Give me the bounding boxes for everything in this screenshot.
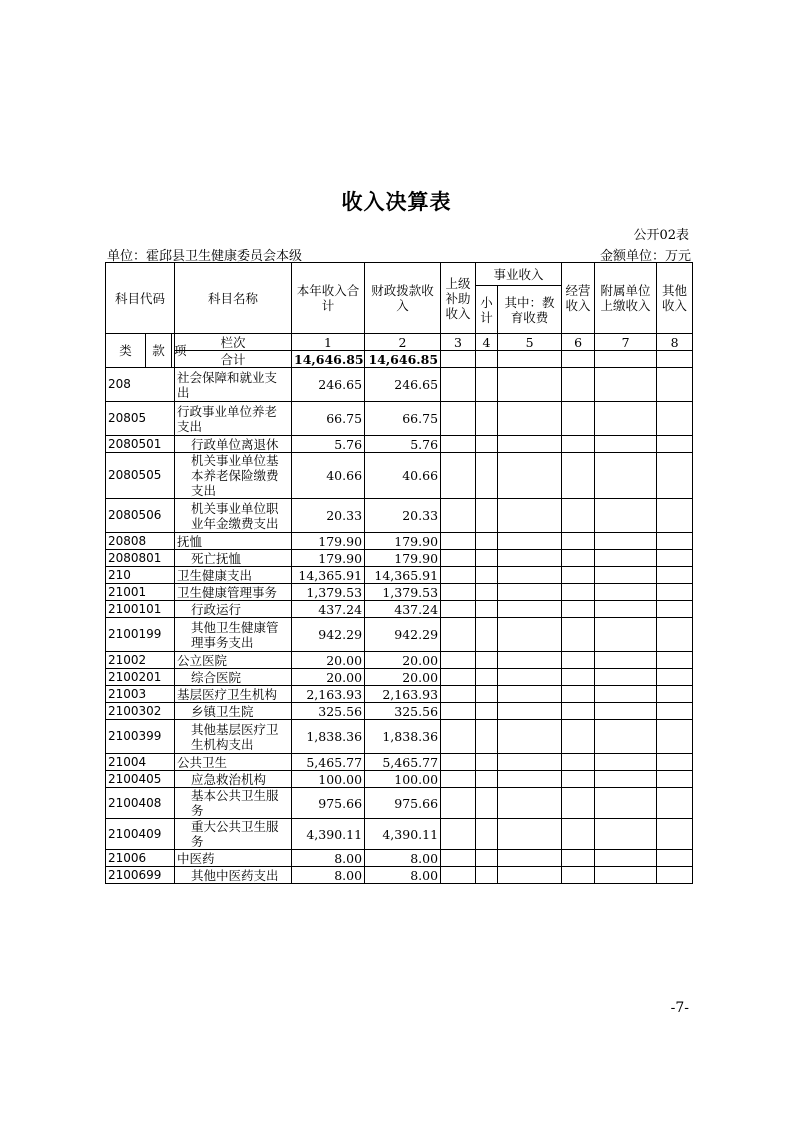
empty-cell bbox=[441, 618, 476, 652]
empty-cell bbox=[441, 368, 476, 402]
empty-cell bbox=[595, 850, 657, 867]
row-fiscal-income: 975.66 bbox=[365, 788, 441, 819]
empty-cell bbox=[562, 567, 595, 584]
empty-cell bbox=[498, 533, 562, 550]
row-code: 2100699 bbox=[106, 867, 175, 884]
empty-cell bbox=[476, 686, 498, 703]
empty-cell bbox=[657, 703, 693, 720]
empty-cell bbox=[476, 601, 498, 618]
table-row bbox=[106, 453, 693, 499]
empty-cell bbox=[595, 720, 657, 754]
table-row bbox=[106, 850, 693, 867]
table-row bbox=[106, 368, 693, 402]
form-number: 公开02表 bbox=[633, 228, 689, 243]
empty-cell bbox=[657, 601, 693, 618]
empty-cell bbox=[498, 819, 562, 850]
row-name: 其他中医药支出 bbox=[175, 867, 292, 884]
row-code: 2100101 bbox=[106, 601, 175, 618]
row-name: 应急救治机构 bbox=[175, 771, 292, 788]
empty-cell bbox=[476, 550, 498, 567]
row-total-income: 20.00 bbox=[292, 669, 365, 686]
empty-cell bbox=[441, 669, 476, 686]
row-code: 2100405 bbox=[106, 771, 175, 788]
empty-cell bbox=[476, 771, 498, 788]
empty-cell bbox=[441, 652, 476, 669]
col-num-1: 1 bbox=[292, 334, 365, 351]
row-code: 2100408 bbox=[106, 788, 175, 819]
empty-cell bbox=[562, 850, 595, 867]
empty-cell bbox=[595, 584, 657, 601]
table-row bbox=[106, 754, 693, 771]
table-row bbox=[106, 402, 693, 436]
row-name: 社会保障和就业支出 bbox=[175, 368, 292, 402]
row-total-income: 437.24 bbox=[292, 601, 365, 618]
row-name: 卫生健康管理事务 bbox=[175, 584, 292, 601]
header-business-subtotal: 小计 bbox=[476, 286, 498, 334]
empty-cell bbox=[476, 788, 498, 819]
row-code: 21002 bbox=[106, 652, 175, 669]
row-code: 2100201 bbox=[106, 669, 175, 686]
row-total-income: 246.65 bbox=[292, 368, 365, 402]
row-fiscal-income: 100.00 bbox=[365, 771, 441, 788]
empty-cell bbox=[595, 402, 657, 436]
col-num-2: 2 bbox=[365, 334, 441, 351]
empty-cell bbox=[441, 550, 476, 567]
header-superior-income: 上级补助收入 bbox=[441, 263, 476, 334]
row-total-income: 2,163.93 bbox=[292, 686, 365, 703]
row-fiscal-income: 1,838.36 bbox=[365, 720, 441, 754]
row-fiscal-income: 20.00 bbox=[365, 652, 441, 669]
empty-cell bbox=[562, 754, 595, 771]
empty-cell bbox=[562, 368, 595, 402]
total-fiscal-value: 14,646.85 bbox=[365, 351, 441, 368]
empty-cell bbox=[657, 720, 693, 754]
empty-cell bbox=[441, 867, 476, 884]
row-total-income: 66.75 bbox=[292, 402, 365, 436]
empty-cell bbox=[476, 567, 498, 584]
empty-cell bbox=[476, 436, 498, 453]
empty-cell bbox=[595, 436, 657, 453]
empty-cell bbox=[657, 499, 693, 533]
empty-cell bbox=[595, 550, 657, 567]
row-code: 2080506 bbox=[106, 499, 175, 533]
row-fiscal-income: 325.56 bbox=[365, 703, 441, 720]
empty-cell bbox=[562, 436, 595, 453]
empty-cell bbox=[595, 686, 657, 703]
row-total-income: 179.90 bbox=[292, 550, 365, 567]
empty-cell bbox=[498, 368, 562, 402]
table-row bbox=[106, 533, 693, 550]
row-total-income: 179.90 bbox=[292, 533, 365, 550]
empty-cell bbox=[595, 567, 657, 584]
empty-cell bbox=[441, 720, 476, 754]
empty-cell bbox=[498, 567, 562, 584]
money-unit-label: 金额单位：万元 bbox=[599, 249, 691, 264]
header-subject-code: 科目代码 bbox=[106, 263, 175, 334]
empty-cell bbox=[562, 402, 595, 436]
header-operating-income: 经营收入 bbox=[562, 263, 595, 334]
table-row bbox=[106, 771, 693, 788]
col-num-4: 4 bbox=[476, 334, 498, 351]
empty-cell bbox=[595, 618, 657, 652]
empty-cell bbox=[562, 499, 595, 533]
empty-cell bbox=[498, 867, 562, 884]
row-total-income: 20.33 bbox=[292, 499, 365, 533]
total-label: 合计 bbox=[175, 351, 292, 368]
row-name: 公立医院 bbox=[175, 652, 292, 669]
row-fiscal-income: 1,379.53 bbox=[365, 584, 441, 601]
empty-cell bbox=[562, 453, 595, 499]
empty-cell bbox=[657, 584, 693, 601]
col-num-8: 8 bbox=[657, 334, 693, 351]
row-name: 基层医疗卫生机构 bbox=[175, 686, 292, 703]
empty-cell bbox=[562, 703, 595, 720]
row-code: 2100409 bbox=[106, 819, 175, 850]
empty-cell bbox=[595, 819, 657, 850]
page-title: 收入决算表 bbox=[341, 190, 452, 214]
table-row bbox=[106, 669, 693, 686]
row-fiscal-income: 2,163.93 bbox=[365, 686, 441, 703]
empty-cell bbox=[657, 788, 693, 819]
empty-cell bbox=[441, 601, 476, 618]
row-code: 20805 bbox=[106, 402, 175, 436]
empty-cell bbox=[476, 499, 498, 533]
empty-cell bbox=[476, 533, 498, 550]
row-total-income: 325.56 bbox=[292, 703, 365, 720]
row-name: 机关事业单位基本养老保险缴费支出 bbox=[175, 453, 292, 499]
row-name: 公共卫生 bbox=[175, 754, 292, 771]
row-fiscal-income: 8.00 bbox=[365, 867, 441, 884]
row-fiscal-income: 437.24 bbox=[365, 601, 441, 618]
row-name: 其他基层医疗卫生机构支出 bbox=[175, 720, 292, 754]
row-name: 其他卫生健康管理事务支出 bbox=[175, 618, 292, 652]
header-business-income: 事业收入 bbox=[476, 263, 562, 286]
row-total-income: 1,379.53 bbox=[292, 584, 365, 601]
empty-cell bbox=[476, 703, 498, 720]
empty-cell bbox=[562, 686, 595, 703]
empty-cell bbox=[441, 703, 476, 720]
empty-cell bbox=[441, 584, 476, 601]
row-fiscal-income: 20.33 bbox=[365, 499, 441, 533]
row-code: 2080505 bbox=[106, 453, 175, 499]
empty-cell bbox=[498, 703, 562, 720]
row-name: 行政单位离退休 bbox=[175, 436, 292, 453]
row-total-income: 4,390.11 bbox=[292, 819, 365, 850]
row-name: 重大公共卫生服务 bbox=[175, 819, 292, 850]
empty-cell bbox=[476, 819, 498, 850]
empty-cell bbox=[441, 533, 476, 550]
empty-cell bbox=[595, 652, 657, 669]
empty-cell bbox=[498, 618, 562, 652]
table-row bbox=[106, 652, 693, 669]
empty-cell bbox=[441, 771, 476, 788]
empty-cell bbox=[476, 867, 498, 884]
row-code: 2100199 bbox=[106, 618, 175, 652]
empty-cell bbox=[595, 601, 657, 618]
row-name: 死亡抚恤 bbox=[175, 550, 292, 567]
row-fiscal-income: 942.29 bbox=[365, 618, 441, 652]
empty-cell bbox=[562, 652, 595, 669]
empty-cell bbox=[562, 867, 595, 884]
empty-cell bbox=[476, 402, 498, 436]
empty-cell bbox=[476, 453, 498, 499]
row-name: 乡镇卫生院 bbox=[175, 703, 292, 720]
empty-cell bbox=[562, 720, 595, 754]
row-code: 21006 bbox=[106, 850, 175, 867]
row-fiscal-income: 20.00 bbox=[365, 669, 441, 686]
empty-cell bbox=[562, 550, 595, 567]
header-total-income: 本年收入合计 bbox=[292, 263, 365, 334]
empty-cell bbox=[657, 453, 693, 499]
empty-cell bbox=[441, 819, 476, 850]
empty-cell bbox=[498, 601, 562, 618]
empty-cell bbox=[595, 669, 657, 686]
row-total-income: 8.00 bbox=[292, 867, 365, 884]
header-fiscal-income: 财政拨款收入 bbox=[365, 263, 441, 334]
table-row bbox=[106, 867, 693, 884]
empty-cell bbox=[476, 652, 498, 669]
empty-cell bbox=[562, 771, 595, 788]
empty-cell bbox=[498, 669, 562, 686]
row-name: 机关事业单位职业年金缴费支出 bbox=[175, 499, 292, 533]
table-row bbox=[106, 686, 693, 703]
empty-cell bbox=[441, 850, 476, 867]
empty-cell bbox=[476, 720, 498, 754]
empty-cell bbox=[498, 550, 562, 567]
empty-cell bbox=[498, 754, 562, 771]
total-income-value: 14,646.85 bbox=[292, 351, 365, 368]
empty-cell bbox=[441, 754, 476, 771]
row-name: 中医药 bbox=[175, 850, 292, 867]
empty-cell bbox=[498, 788, 562, 819]
empty-cell bbox=[441, 436, 476, 453]
empty-cell bbox=[595, 499, 657, 533]
row-total-income: 100.00 bbox=[292, 771, 365, 788]
col-num-6: 6 bbox=[562, 334, 595, 351]
col-num-3: 3 bbox=[441, 334, 476, 351]
row-code: 20808 bbox=[106, 533, 175, 550]
empty-cell bbox=[476, 669, 498, 686]
row-fiscal-income: 5.76 bbox=[365, 436, 441, 453]
row-name: 行政事业单位养老支出 bbox=[175, 402, 292, 436]
empty-cell bbox=[498, 584, 562, 601]
empty-cell bbox=[498, 499, 562, 533]
table-row bbox=[106, 618, 693, 652]
empty-cell bbox=[476, 850, 498, 867]
empty-cell bbox=[595, 453, 657, 499]
empty-cell bbox=[441, 686, 476, 703]
table-row bbox=[106, 550, 693, 567]
col-num-7: 7 bbox=[595, 334, 657, 351]
empty-cell bbox=[657, 652, 693, 669]
header-xiang: 项 bbox=[172, 334, 175, 368]
row-name: 抚恤 bbox=[175, 533, 292, 550]
col-num-5: 5 bbox=[498, 334, 562, 351]
row-fiscal-income: 5,465.77 bbox=[365, 754, 441, 771]
table-row bbox=[106, 499, 693, 533]
header-business-edu: 其中：教育收费 bbox=[498, 286, 562, 334]
row-fiscal-income: 8.00 bbox=[365, 850, 441, 867]
table-row bbox=[106, 703, 693, 720]
empty-cell bbox=[562, 819, 595, 850]
empty-cell bbox=[657, 771, 693, 788]
table-row bbox=[106, 720, 693, 754]
row-code: 21004 bbox=[106, 754, 175, 771]
row-total-income: 20.00 bbox=[292, 652, 365, 669]
row-name: 卫生健康支出 bbox=[175, 567, 292, 584]
row-code: 2100399 bbox=[106, 720, 175, 754]
empty-cell bbox=[657, 550, 693, 567]
empty-cell bbox=[441, 567, 476, 584]
empty-cell bbox=[657, 754, 693, 771]
empty-cell bbox=[657, 867, 693, 884]
empty-cell bbox=[595, 368, 657, 402]
table-row bbox=[106, 788, 693, 819]
header-other-income: 其他收入 bbox=[657, 263, 693, 334]
table-row bbox=[106, 601, 693, 618]
empty-cell bbox=[498, 402, 562, 436]
row-name: 行政运行 bbox=[175, 601, 292, 618]
header-lei: 类 bbox=[106, 334, 146, 368]
row-fiscal-income: 179.90 bbox=[365, 533, 441, 550]
row-code: 21003 bbox=[106, 686, 175, 703]
row-code: 2080801 bbox=[106, 550, 175, 567]
empty-cell bbox=[657, 567, 693, 584]
table-row bbox=[106, 584, 693, 601]
empty-cell bbox=[595, 771, 657, 788]
row-fiscal-income: 14,365.91 bbox=[365, 567, 441, 584]
empty-cell bbox=[498, 686, 562, 703]
row-fiscal-income: 40.66 bbox=[365, 453, 441, 499]
empty-cell bbox=[562, 669, 595, 686]
row-fiscal-income: 4,390.11 bbox=[365, 819, 441, 850]
empty-cell bbox=[498, 850, 562, 867]
row-code: 21001 bbox=[106, 584, 175, 601]
header-kuan: 款 bbox=[146, 334, 172, 368]
empty-cell bbox=[595, 788, 657, 819]
page-number: -7- bbox=[670, 1000, 689, 1016]
row-fiscal-income: 246.65 bbox=[365, 368, 441, 402]
empty-cell bbox=[657, 368, 693, 402]
row-total-income: 1,838.36 bbox=[292, 720, 365, 754]
header-affiliated-income: 附属单位上缴收入 bbox=[595, 263, 657, 334]
empty-cell bbox=[657, 402, 693, 436]
table-row bbox=[106, 436, 693, 453]
empty-cell bbox=[562, 533, 595, 550]
empty-cell bbox=[441, 402, 476, 436]
table-row bbox=[106, 819, 693, 850]
row-fiscal-income: 179.90 bbox=[365, 550, 441, 567]
empty-cell bbox=[562, 601, 595, 618]
header-lanci: 栏次 bbox=[175, 334, 292, 351]
empty-cell bbox=[595, 867, 657, 884]
row-fiscal-income: 66.75 bbox=[365, 402, 441, 436]
header-subject-name: 科目名称 bbox=[175, 263, 292, 334]
empty-cell bbox=[657, 686, 693, 703]
empty-cell bbox=[498, 652, 562, 669]
row-code: 2100302 bbox=[106, 703, 175, 720]
row-name: 基本公共卫生服务 bbox=[175, 788, 292, 819]
row-total-income: 14,365.91 bbox=[292, 567, 365, 584]
empty-cell bbox=[657, 533, 693, 550]
row-total-income: 8.00 bbox=[292, 850, 365, 867]
empty-cell bbox=[657, 436, 693, 453]
empty-cell bbox=[498, 720, 562, 754]
empty-cell bbox=[476, 584, 498, 601]
row-total-income: 40.66 bbox=[292, 453, 365, 499]
empty-cell bbox=[595, 533, 657, 550]
empty-cell bbox=[657, 618, 693, 652]
income-table bbox=[105, 262, 693, 884]
row-total-income: 942.29 bbox=[292, 618, 365, 652]
row-code: 210 bbox=[106, 567, 175, 584]
row-total-income: 975.66 bbox=[292, 788, 365, 819]
empty-cell bbox=[657, 819, 693, 850]
table-row bbox=[106, 567, 693, 584]
empty-cell bbox=[657, 850, 693, 867]
empty-cell bbox=[562, 584, 595, 601]
empty-cell bbox=[441, 788, 476, 819]
row-total-income: 5.76 bbox=[292, 436, 365, 453]
empty-cell bbox=[476, 754, 498, 771]
empty-cell bbox=[476, 618, 498, 652]
empty-cell bbox=[441, 499, 476, 533]
empty-cell bbox=[498, 771, 562, 788]
empty-cell bbox=[498, 453, 562, 499]
empty-cell bbox=[595, 754, 657, 771]
row-code: 208 bbox=[106, 368, 175, 402]
row-name: 综合医院 bbox=[175, 669, 292, 686]
empty-cell bbox=[441, 453, 476, 499]
empty-cell bbox=[657, 669, 693, 686]
empty-cell bbox=[562, 618, 595, 652]
empty-cell bbox=[595, 703, 657, 720]
empty-cell bbox=[562, 788, 595, 819]
row-total-income: 5,465.77 bbox=[292, 754, 365, 771]
row-code: 2080501 bbox=[106, 436, 175, 453]
empty-cell bbox=[498, 436, 562, 453]
empty-cell bbox=[476, 368, 498, 402]
unit-label: 单位：霍邱县卫生健康委员会本级 bbox=[107, 249, 303, 264]
